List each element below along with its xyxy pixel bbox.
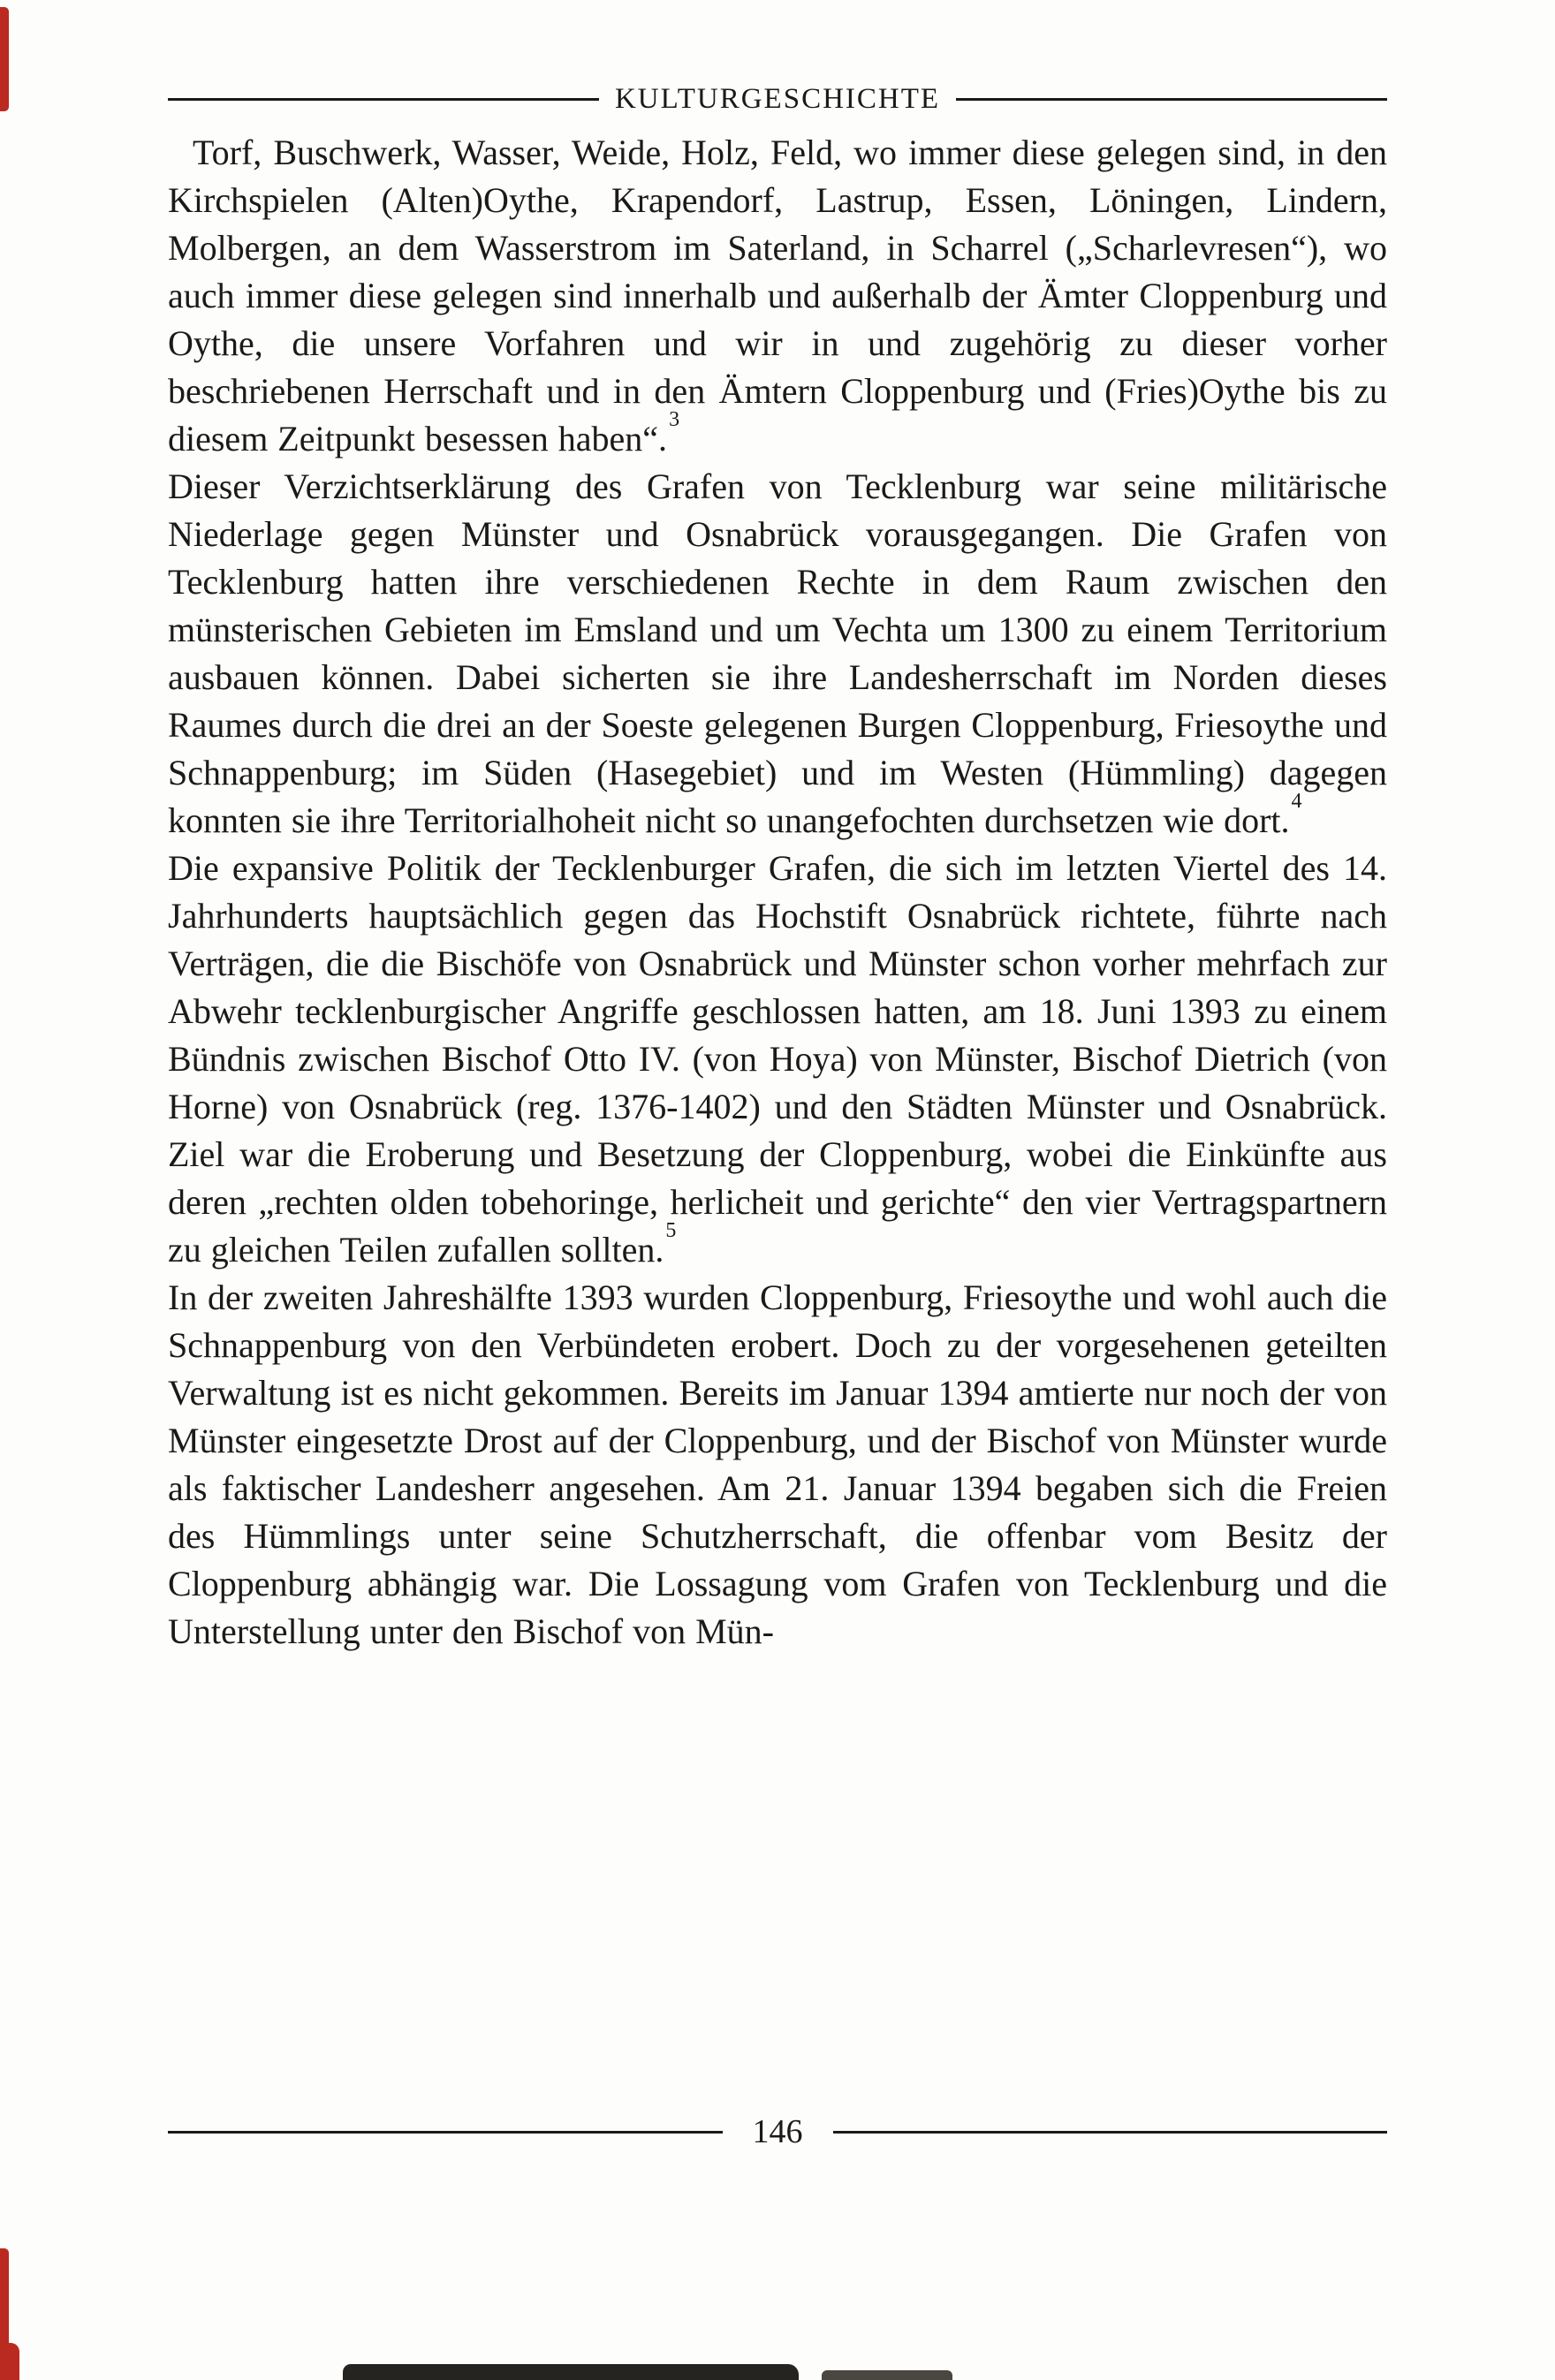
scan-artifact-red-bottom-corner <box>0 2343 19 2380</box>
footer-rule-left <box>168 2131 723 2134</box>
body-text <box>168 129 1387 2096</box>
footer-rule-right <box>833 2131 1388 2134</box>
footnote-ref: 5 <box>665 1219 677 1243</box>
page-number: 146 <box>752 2113 803 2150</box>
header-rule-left <box>168 98 599 101</box>
paragraph-text: Dieser Verzichtserklärung des Grafen von Tecklenburg war seine militärische Niederlage gegen Münster und Osnabrück vorausgegangen. Die Grafen von Tecklenburg hatten ihre verschiedenen Rechte in dem Raum zwischen den münsterischen Gebieten im Emsland und um Vechta um 1300 zu einem Territorium ausbauen können. Dabei sicherten sie ihre Landesherrschaft im Norden dieses Raumes durch die drei an der Soeste gelegenen Burgen Cloppenburg, Friesoythe und Schnappenburg; im Süden (Hasegebiet) und im Westen (Hümmling) dagegen konnten sie ihre Territorialhoheit nicht so unangefochten durchsetzen wie dort. <box>168 466 1387 840</box>
paragraph <box>168 845 1387 1274</box>
scan-artifact-bottom-smudge-small <box>822 2370 952 2380</box>
scan-artifact-red-bottom-left <box>0 2248 9 2380</box>
running-header <box>168 80 1387 118</box>
paragraph-text: Torf, Buschwerk, Wasser, Weide, Holz, Feld, wo immer diese gelegen sind, in den Kirchspielen (Alten)Oythe, Krapendorf, Lastrup, Essen, Löningen, Lindern, Molbergen, an dem Wasserstrom im Saterland, in Scharrel („Scharlevresen“), wo auch immer diese gelegen sind innerhalb und außerhalb der Ämter Cloppenburg und Oythe, die unsere Vorfahren und wir in und zugehörig zu dieser vorher beschriebenen Herrschaft und in den Ämtern Cloppenburg und (Fries)Oythe bis zu diesem Zeitpunkt besessen haben“. <box>168 133 1387 459</box>
paragraph <box>168 463 1387 845</box>
scan-artifact-bottom-smudge <box>343 2364 799 2380</box>
paragraph <box>168 129 1387 463</box>
header-rule-right <box>956 98 1387 101</box>
paragraph <box>168 1274 1387 1656</box>
scan-artifact-red-top-left <box>0 7 9 111</box>
footnote-ref: 3 <box>669 408 680 432</box>
paragraph-text: In der zweiten Jahreshälfte 1393 wurden Cloppenburg, Friesoythe und wohl auch die Schnappenburg von den Verbündeten erobert. Doch zu der vorgesehenen geteilten Verwaltung ist es nicht gekommen. Bereits im Januar 1394 amtierte nur noch der von Münster eingesetzte Drost auf der Cloppenburg, und der Bischof von Münster wurde als faktischer Landesherr angesehen. Am 21. Januar 1394 begaben sich die Freien des Hümmlings unter seine Schutzherrschaft, die offenbar vom Besitz der Cloppenburg abhängig war. Die Lossagung vom Grafen von Tecklenburg und die Unterstellung unter den Bischof von Mün- <box>168 1277 1387 1651</box>
footnote-ref: 4 <box>1291 790 1302 814</box>
page-footer <box>168 2111 1387 2152</box>
paragraph-text: Die expansive Politik der Tecklenburger Grafen, die sich im letzten Viertel des 14. Jahrhunderts hauptsächlich gegen das Hochstift Osnabrück richtete, führte nach Verträgen, die die Bischöfe von Osnabrück und Münster schon vorher mehrfach zur Abwehr tecklenburgischer Angriffe geschlossen hatten, am 18. Juni 1393 zu einem Bündnis zwischen Bischof Otto IV. (von Hoya) von Münster, Bischof Dietrich (von Horne) von Osnabrück (reg. 1376-1402) und den Städten Münster und Osnabrück. Ziel war die Eroberung und Besetzung der Cloppenburg, wobei die Einkünfte aus deren „rechten olden tobehoringe, herlicheit und gerichte“ den vier Vertragspartnern zu gleichen Teilen zufallen sollten. <box>168 848 1387 1270</box>
header-title: KULTURGESCHICHTE <box>614 82 941 115</box>
